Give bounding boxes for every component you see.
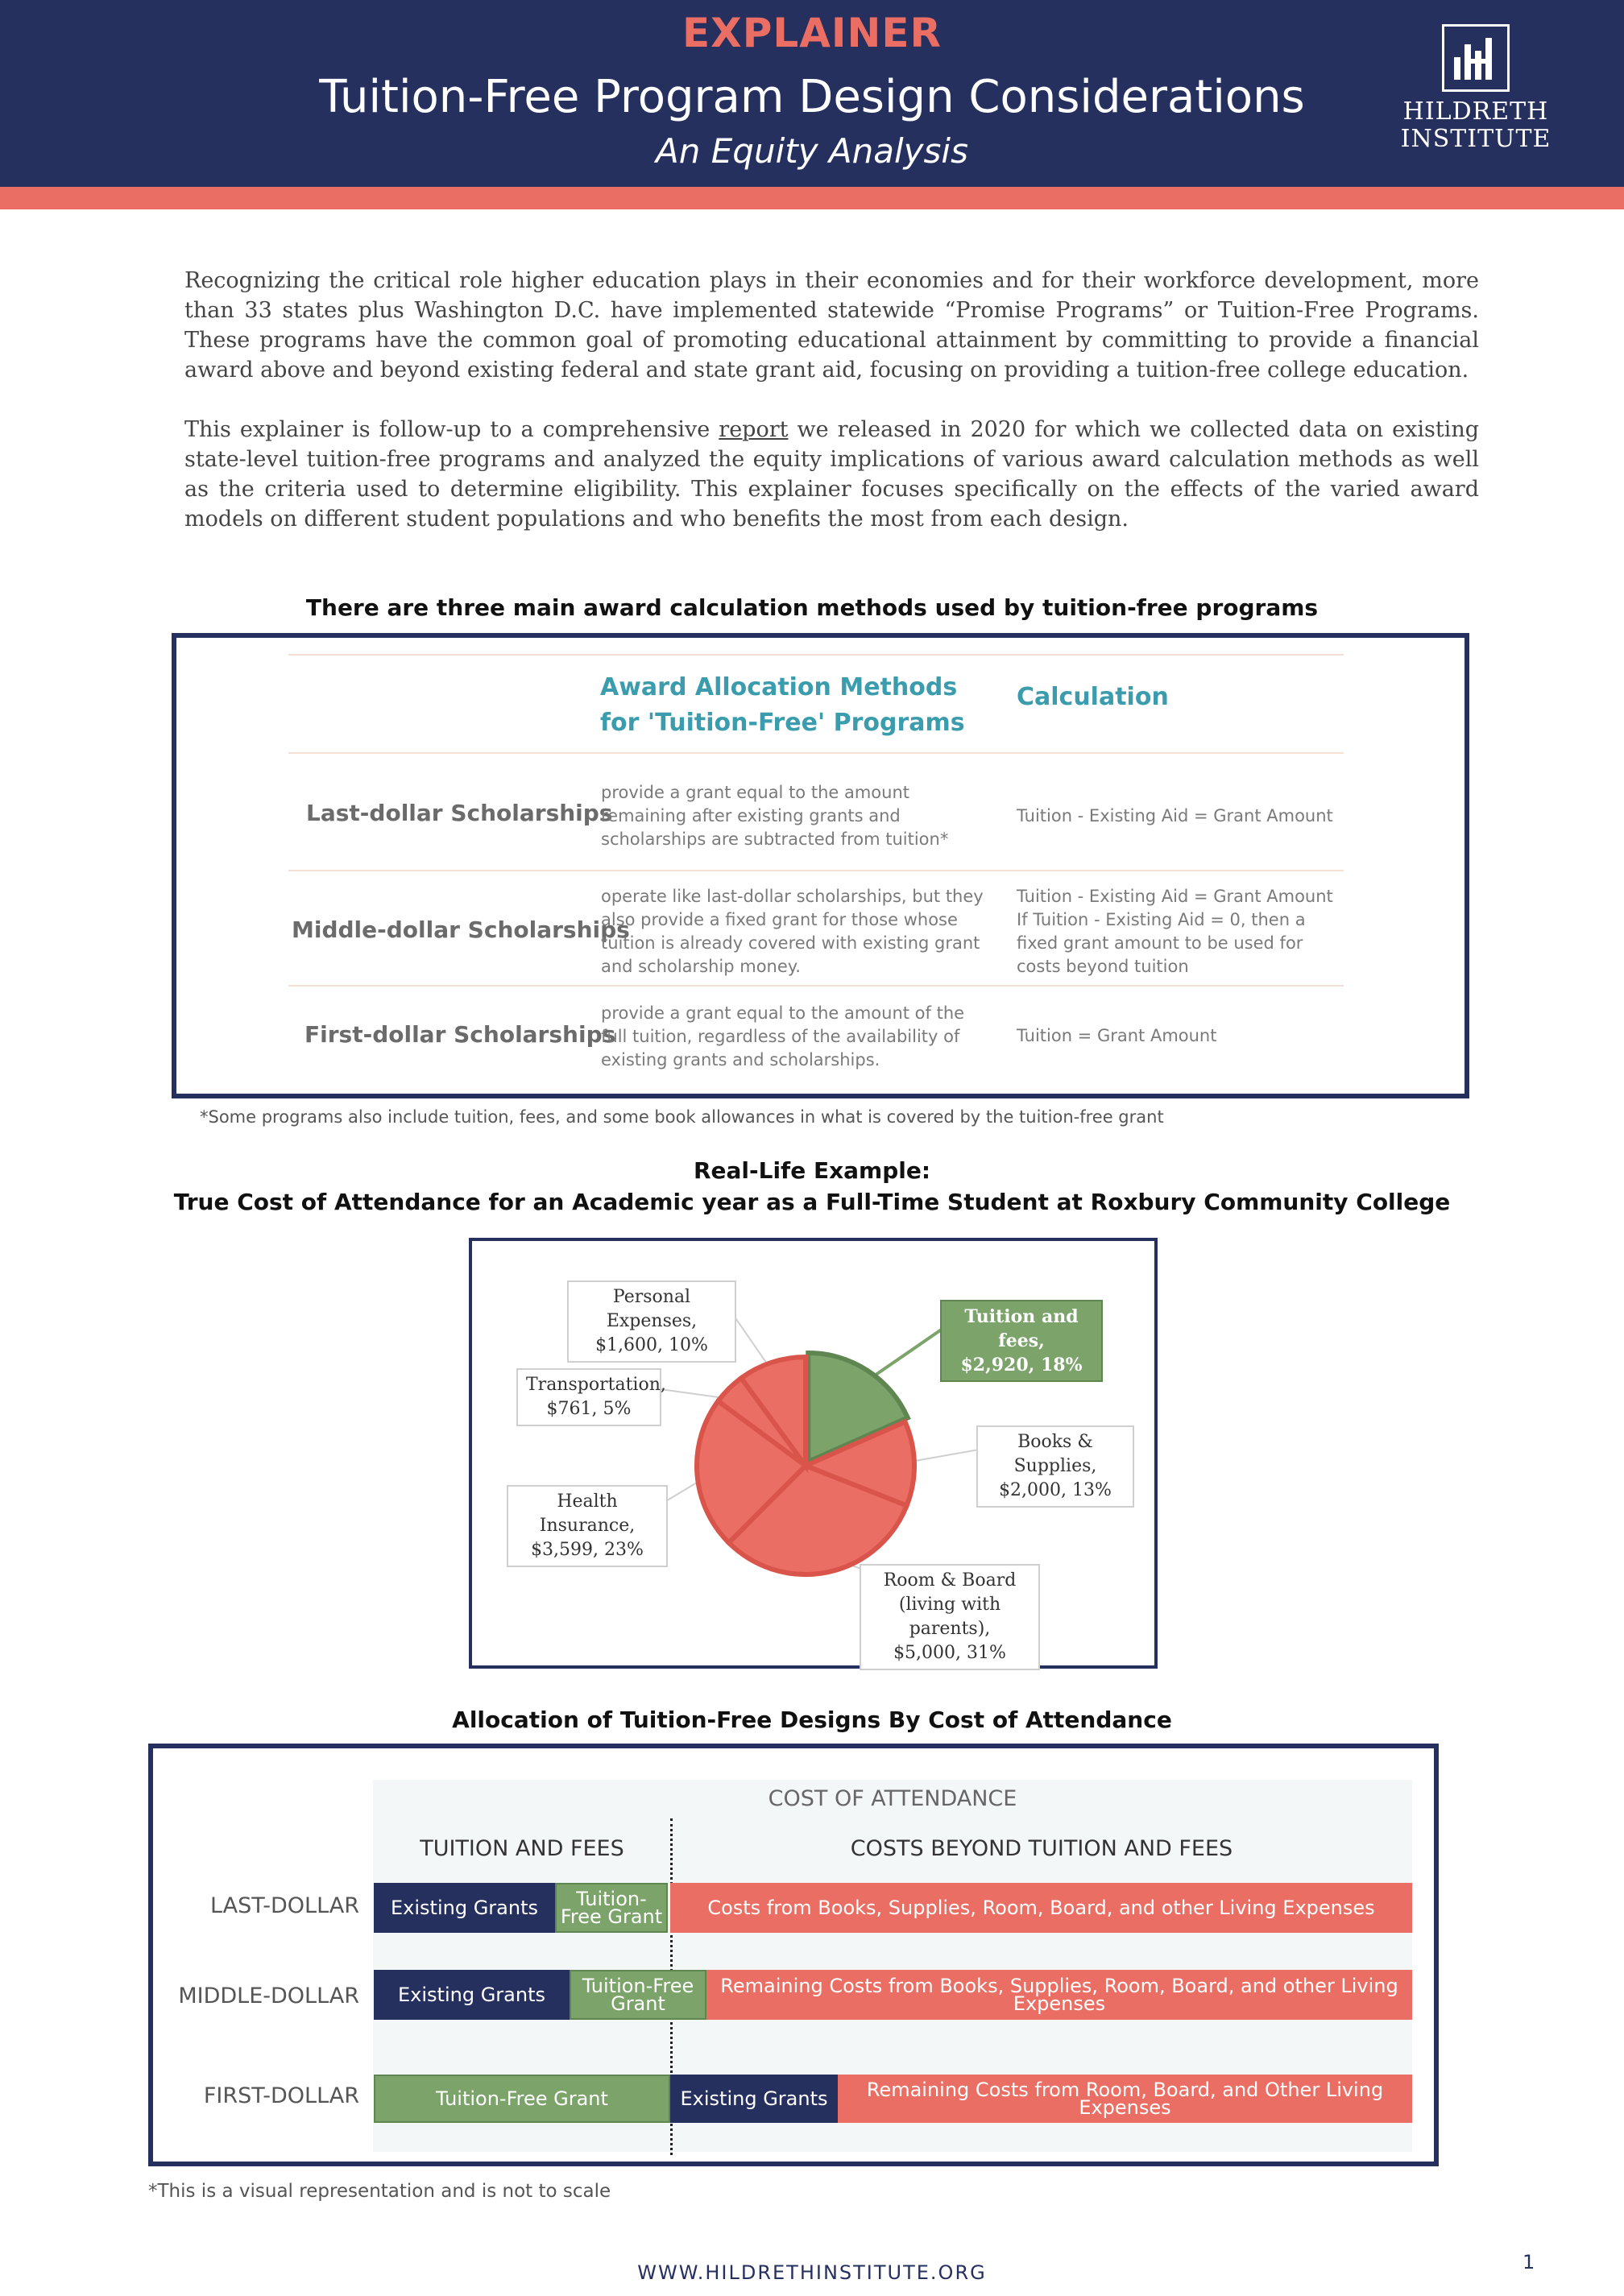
last-existing-grants: Existing Grants — [374, 1883, 555, 1933]
last-tuition-free-grant: Tuition-Free Grant — [555, 1883, 668, 1933]
allocation-footnote: *This is a visual representation and is not to scale — [148, 2181, 611, 2202]
logo-text-line1: HILDRETH — [1402, 97, 1549, 126]
intro-p2-text-a: This explainer is follow-up to a comprehensive — [184, 417, 719, 442]
middle-dollar-row-label: MIDDLE-DOLLAR — [178, 1984, 359, 2008]
callout-tuition-line1: Tuition and fees, — [964, 1306, 1079, 1351]
middle-dollar-label: Middle-dollar Scholarships — [292, 916, 630, 943]
middle-dollar-description: operate like last-dollar scholarships, but they also provide a fixed grant for those whose tuition is already covered with existing grant and scholarship money. — [601, 887, 984, 976]
middle-tuition-free-grant: Tuition-Free Grant — [570, 1970, 706, 2020]
callout-room-line1: Room & Board — [883, 1570, 1017, 1591]
first-dollar-description: provide a grant equal to the amount of the full tuition, regardless of the availability of existing grants and scholarships. — [601, 1003, 965, 1069]
tuition-and-fees-header: TUITION AND FEES — [420, 1836, 624, 1861]
last-remaining-costs: Costs from Books, Supplies, Room, Board, and other Living Expenses — [670, 1883, 1412, 1933]
callout-health — [507, 1485, 668, 1567]
first-existing-grants: Existing Grants — [670, 2075, 838, 2123]
methods-section-title: There are three main award calculation methods used by tuition-free programs — [305, 594, 1319, 621]
methods-footnote: *Some programs also include tuition, fees, and some book allowances in what is covered by the tuition-free grant — [200, 1107, 1164, 1127]
last-dollar-label: Last-dollar Scholarships — [306, 800, 613, 826]
costs-beyond-header: COSTS BEYOND TUITION AND FEES — [850, 1836, 1233, 1861]
callout-tuition-line2: $2,920, 18% — [960, 1355, 1083, 1376]
callout-books — [976, 1425, 1134, 1508]
callout-room-line2: (living with parents), — [898, 1595, 1001, 1639]
middle-remaining-costs: Remaining Costs from Books, Supplies, Room, Board, and other Living Expenses — [706, 1970, 1412, 2020]
report-link[interactable]: report — [719, 417, 789, 442]
cost-of-attendance-label: COST OF ATTENDANCE — [768, 1786, 1017, 1811]
page-number: 1 — [1522, 2251, 1535, 2273]
middle-existing-grants: Existing Grants — [374, 1970, 570, 2020]
callout-health-line1: Health Insurance, — [539, 1491, 636, 1536]
example-title-line2: True Cost of Attendance for an Academic year as a Full-Time Student at Roxbury Community College — [173, 1189, 1451, 1215]
calculation-col-header: Calculation — [1017, 683, 1169, 711]
first-dollar-calculation: Tuition = Grant Amount — [1017, 1026, 1217, 1045]
callout-personal-line1: Personal Expenses, — [606, 1287, 698, 1331]
callout-personal-line2: $1,600, 10% — [595, 1335, 708, 1355]
middle-dollar-calculation: Tuition - Existing Aid = Grant Amount If Tuition - Existing Aid = 0, then a fixed grant amount to be used for costs beyond tuition — [1017, 887, 1333, 976]
callout-transportation — [516, 1368, 666, 1426]
callout-health-line2: $3,599, 23% — [531, 1540, 644, 1560]
example-title-line1: Real-Life Example: — [693, 1157, 931, 1184]
intro-p2-text-b: we released in 2020 for which we collected data on existing state-level tuition-free programs and analyzed the equity implications of various award calculation methods as well as the criteria used to determine eligibility. This explainer focuses specifically on the effects of the varied award models on different student populations and who benefits the most from each design. — [184, 417, 1479, 532]
callout-transportation-line2: $761, 5% — [546, 1399, 632, 1419]
callout-books-line1: Books & Supplies, — [1013, 1432, 1097, 1476]
intro-paragraph-1: Recognizing the critical role higher education plays in their economies and for their workforce development, more than 33 states plus Washington D.C. have implemented statewide “Promise Programs” or Tuition-Free Programs. These programs have the common goal of promoting educational attainment by committing to provide a financial award above and beyond existing federal and state grant aid, focusing on providing a tuition-free college education. — [184, 268, 1479, 383]
last-dollar-description: provide a grant equal to the amount remaining after existing grants and scholarships are subtracted from tuition* — [601, 783, 949, 849]
page-subtitle: An Equity Analysis — [656, 131, 968, 171]
last-dollar-row-label: LAST-DOLLAR — [209, 1893, 359, 1918]
first-dollar-label: First-dollar Scholarships — [304, 1021, 616, 1048]
callout-personal — [567, 1280, 736, 1363]
first-remaining-costs: Remaining Costs from Room, Board, and Other Living Expenses — [838, 2075, 1412, 2123]
first-tuition-free-grant: Tuition-Free Grant — [374, 2075, 670, 2123]
footer-website-link[interactable]: WWW.HILDRETHINSTITUTE.ORG — [637, 2261, 987, 2284]
allocation-section-title: Allocation of Tuition-Free Designs By Cost of Attendance — [452, 1706, 1172, 1733]
kicker-label: EXPLAINER — [682, 10, 942, 56]
callout-books-line2: $2,000, 13% — [999, 1480, 1112, 1500]
methods-col-header: Award Allocation Methods for 'Tuition-Free' Programs — [600, 673, 965, 737]
page-title: Tuition-Free Program Design Considerations — [319, 71, 1305, 123]
first-dollar-row-label: FIRST-DOLLAR — [203, 2083, 359, 2108]
last-dollar-calculation: Tuition - Existing Aid = Grant Amount — [1017, 806, 1333, 825]
callout-room — [860, 1564, 1040, 1670]
callout-tuition — [940, 1300, 1103, 1382]
callout-room-line3: $5,000, 31% — [893, 1643, 1006, 1663]
logo-text-line2: INSTITUTE — [1400, 125, 1552, 153]
callout-transportation-line1: Transportation, — [526, 1375, 666, 1395]
